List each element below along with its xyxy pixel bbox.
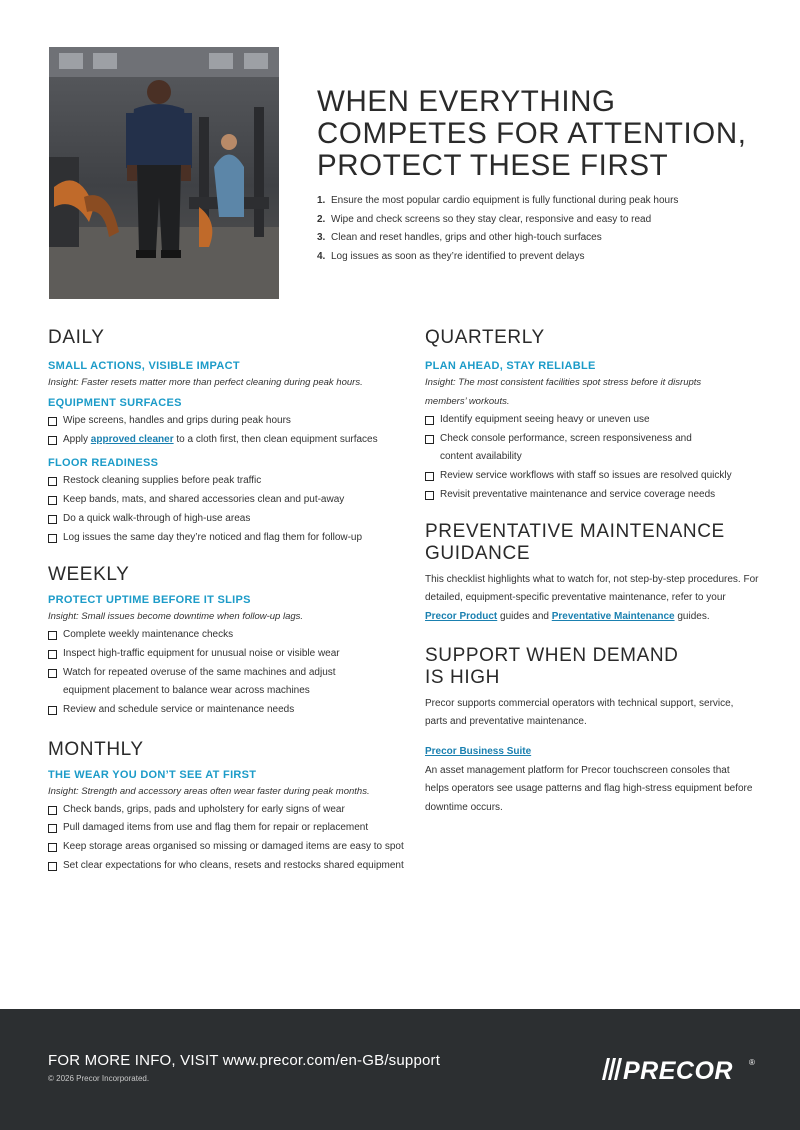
checkbox[interactable] (425, 435, 434, 444)
checklist-text: Check console performance, screen responsiveness and content availability (440, 432, 692, 463)
checkbox[interactable] (48, 477, 57, 486)
weekly-title: WEEKLY (48, 564, 130, 586)
daily-insight: Insight: Faster resets matter more than perfect cleaning during peak hours. (48, 377, 363, 388)
priority-item (317, 229, 678, 248)
checklist-item (48, 412, 418, 431)
checkbox[interactable] (48, 631, 57, 640)
checklist-item (48, 510, 418, 529)
checklist-item (48, 701, 418, 720)
checklist-text: Watch for repeated overuse of the same machines and adjust equipment placement to balance wear across machines (63, 666, 336, 697)
checklist-text-after: to a cloth first, then clean equipment surfaces (173, 433, 378, 445)
registered-mark: ® (749, 1058, 755, 1067)
priority-number: 2. (317, 213, 326, 225)
checklist-item (48, 529, 418, 548)
priority-item (317, 248, 678, 267)
checklist-item (48, 664, 353, 701)
checkbox[interactable] (48, 417, 57, 426)
checklist-item (48, 838, 418, 857)
checklist-item (425, 411, 795, 430)
precor-product-link[interactable]: Precor Product (425, 610, 498, 622)
checklist-text: Identify equipment seeing heavy or uneven use (440, 414, 650, 425)
priority-list (317, 192, 678, 267)
monthly-subtitle: THE WEAR YOU DON’T SEE AT FIRST (48, 768, 257, 781)
checklist-text: Pull damaged items from use and flag them for repair or replacement (63, 822, 369, 834)
checkbox[interactable] (48, 515, 57, 524)
checklist-text: Set clear expectations for who cleans, resets and restocks shared equipment (63, 859, 404, 871)
guidance-text: This checklist highlights what to watch for, not step-by-step procedures. For detailed, equipment-specific preventative maintenance, refer to your Precor Product guides and Preventative Maintenance guides. (425, 573, 759, 622)
business-suite-text: An asset management platform for Precor touchscreen consoles that helps operators see usage patterns and flag high-stress equipment before downtime occurs. (425, 764, 753, 814)
guidance-title: PREVENTATIVE MAINTENANCE GUIDANCE (425, 520, 725, 564)
priority-number: 3. (317, 232, 326, 244)
checklist-item (425, 486, 795, 505)
priority-number: 1. (317, 195, 326, 206)
checklist-text: Review and schedule service or maintenance needs (63, 704, 295, 716)
hero-photo (49, 47, 279, 299)
checklist-text: Inspect high-traffic equipment for unusual noise or visible wear (63, 647, 340, 659)
checkbox[interactable] (48, 824, 57, 833)
support-section (425, 645, 795, 818)
support-title: SUPPORT WHEN DEMAND IS HIGH (425, 644, 679, 688)
checkbox[interactable] (48, 806, 57, 815)
checkbox[interactable] (48, 436, 57, 445)
checkbox[interactable] (425, 472, 434, 481)
checklist-text: Keep bands, mats, and shared accessories clean and put-away (63, 494, 345, 506)
checkbox[interactable] (425, 491, 434, 500)
footer-info: FOR MORE INFO, VISIT www.precor.com/en-GB/support (48, 1052, 441, 1069)
checklist-item (48, 645, 418, 664)
weekly-section (48, 564, 418, 720)
footer-copyright: © 2026 Precor Incorporated. (48, 1074, 150, 1083)
support-text: Precor supports commercial operators with technical support, service, parts and preventative maintenance. (425, 697, 734, 728)
headline-line: PROTECT THESE FIRST (317, 149, 669, 182)
floor-readiness-title: FLOOR READINESS (48, 457, 159, 470)
business-suite-link-wrap (425, 743, 795, 762)
checklist-item (48, 431, 418, 450)
checklist-text: Review service workflows with staff so issues are resolved quickly (440, 470, 732, 482)
checklist-text: Wipe screens, handles and grips during peak hours (63, 415, 291, 426)
checkbox[interactable] (48, 669, 57, 678)
gym-staff-photo (49, 47, 279, 299)
logo-stripes-icon (602, 1058, 622, 1080)
checklist-item (48, 801, 418, 820)
weekly-subtitle: PROTECT UPTIME BEFORE IT SLIPS (48, 594, 251, 607)
checklist-text-before: Apply (63, 433, 91, 445)
monthly-section (48, 739, 418, 876)
checkbox[interactable] (48, 534, 57, 543)
headline-line: WHEN EVERYTHING (317, 85, 616, 118)
checkbox[interactable] (425, 416, 434, 425)
headline-line: COMPETES FOR ATTENTION, (317, 117, 747, 150)
quarterly-subtitle: PLAN AHEAD, STAY RELIABLE (425, 360, 596, 372)
checkbox[interactable] (48, 843, 57, 852)
weekly-insight: Insight: Small issues become downtime when follow-up lags. (48, 611, 304, 623)
checklist-item (425, 430, 720, 467)
priority-item (317, 192, 678, 211)
precor-business-suite-link[interactable]: Precor Business Suite (425, 746, 532, 758)
checkbox[interactable] (48, 496, 57, 505)
equipment-surfaces-title: EQUIPMENT SURFACES (48, 397, 182, 409)
logo-text: PRECOR (623, 1057, 733, 1082)
priority-text: Log issues as soon as they’re identified to prevent delays (331, 251, 585, 263)
checklist-item (48, 472, 418, 491)
checkbox[interactable] (48, 862, 57, 871)
checklist-item (48, 819, 418, 838)
checklist-text: Keep storage areas organised so missing or damaged items are easy to spot (63, 841, 404, 853)
checklist-text: Do a quick walk-through of high-use areas (63, 512, 251, 524)
checklist-item (48, 857, 418, 876)
quarterly-title: QUARTERLY (425, 327, 545, 348)
monthly-insight: Insight: Strength and accessory areas often wear faster during peak months. (48, 785, 370, 797)
checklist-item (48, 491, 418, 510)
checklist-text: Complete weekly maintenance checks (63, 629, 234, 641)
daily-section (48, 327, 418, 547)
precor-logo (601, 1056, 761, 1082)
page-title (317, 86, 777, 182)
priority-item (317, 211, 678, 230)
footer (0, 1009, 800, 1130)
checklist-text: Check bands, grips, pads and upholstery for early signs of wear (63, 803, 345, 815)
checklist-item (48, 626, 418, 645)
right-column (425, 327, 795, 818)
quarterly-insight: Insight: The most consistent facilities spot stress before it disrupts members’ workouts. (425, 377, 702, 407)
left-column (48, 327, 418, 876)
checklist-text: Restock cleaning supplies before peak traffic (63, 475, 262, 487)
quarterly-section (425, 327, 795, 505)
checklist-text: Revisit preventative maintenance and service coverage needs (440, 488, 716, 500)
checklist-item (425, 467, 795, 486)
priority-text: Clean and reset handles, grips and other high-touch surfaces (331, 232, 602, 244)
daily-title: DAILY (48, 327, 105, 348)
priority-text: Wipe and check screens so they stay clear, responsive and easy to read (331, 213, 652, 225)
daily-subtitle: SMALL ACTIONS, VISIBLE IMPACT (48, 360, 240, 372)
approved-cleaner-link[interactable]: approved cleaner (90, 433, 174, 445)
priority-number: 4. (317, 251, 326, 263)
priority-text: Ensure the most popular cardio equipment is fully functional during peak hours (331, 195, 679, 206)
monthly-title: MONTHLY (48, 738, 144, 760)
guidance-section (425, 521, 795, 627)
checkbox[interactable] (48, 706, 57, 715)
checklist-text: Log issues the same day they’re noticed and flag them for follow-up (63, 531, 363, 543)
preventative-maintenance-link[interactable]: Preventative Maintenance (551, 610, 675, 622)
checkbox[interactable] (48, 650, 57, 659)
